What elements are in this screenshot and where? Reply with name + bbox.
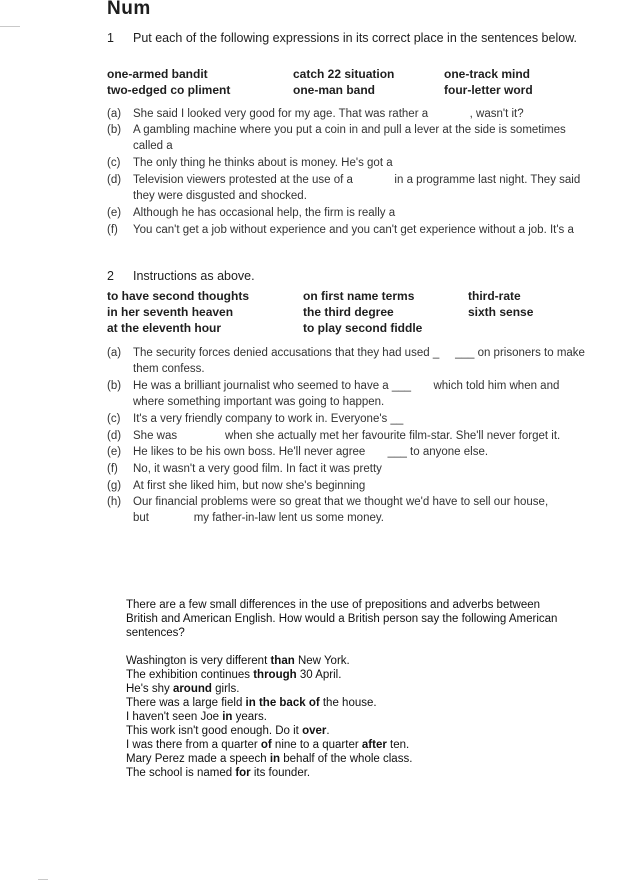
expression: four-letter word (444, 83, 533, 97)
item-text: Although he has occasional help, the firm is really a (133, 207, 396, 219)
item-text: She said I looked very good for my age. That was rather a , wasn't it? (133, 108, 524, 120)
sentence-key-word: over (302, 725, 327, 737)
exercise-1-item (107, 106, 597, 122)
item-text: No, it wasn't a very good film. In fact it was pretty (133, 463, 382, 475)
item-label: (f) (107, 463, 118, 475)
sentence-key-word: after (361, 739, 387, 751)
usage-sentence (126, 696, 412, 710)
exercise-2-instruction (107, 268, 607, 284)
expression: on first name terms (303, 289, 415, 303)
sentence-part: . (326, 725, 330, 737)
exercise-2-item (107, 345, 597, 377)
sentence-part: ten. (386, 739, 410, 751)
expression: one-track mind (444, 67, 531, 81)
expression: in her seventh heaven (107, 305, 234, 319)
usage-sentence (126, 654, 412, 668)
page-title: Num (107, 0, 151, 19)
expression: one-man band (293, 83, 376, 97)
sentence-part: girls. (211, 683, 240, 695)
item-label: (h) (107, 496, 122, 508)
expression: third-rate (468, 289, 521, 303)
sentence-key-word: in (269, 753, 281, 765)
exercise-1-item (107, 172, 597, 204)
usage-sentences (126, 654, 412, 780)
usage-sentence (126, 752, 412, 766)
item-text: Television viewers protested at the use of a in a programme last night. They said they were disgusted and shocked. (133, 174, 584, 202)
sentence-part: He's shy (126, 683, 173, 695)
sentence-part: New York. (294, 655, 350, 667)
item-text: At first she liked him, but now she's beginning (133, 480, 366, 492)
exercise-2-item (107, 378, 597, 410)
expression: at the eleventh hour (107, 321, 222, 335)
expression: to have second thoughts (107, 289, 250, 303)
exercise-2-item (107, 494, 597, 526)
item-label: (b) (107, 124, 122, 136)
item-label: (d) (107, 174, 122, 186)
exercise-1-number: 1 (107, 31, 114, 45)
exercise-2-item (107, 444, 597, 460)
item-label: (d) (107, 430, 122, 442)
sentence-key-word: of (260, 739, 272, 751)
sentence-part: its founder. (250, 767, 311, 779)
sentence-key-word: in (222, 711, 233, 723)
item-text: He likes to be his own boss. He'll never agree ___ to anyone else. (133, 446, 489, 458)
item-label: (b) (107, 380, 122, 392)
exercise-1-item (107, 155, 597, 171)
expression: to play second fiddle (303, 321, 423, 335)
exercise-2-item (107, 478, 597, 494)
sentence-part: years. (232, 711, 267, 723)
sentence-key-word: around (172, 683, 212, 695)
sentence-key-word: than (270, 655, 295, 667)
sentence-key-word: through (253, 669, 297, 681)
sentence-part: Washington is very different (126, 655, 271, 667)
item-label: (e) (107, 446, 122, 458)
exercise-1-item (107, 205, 597, 221)
exercise-2-number: 2 (107, 269, 114, 283)
expression: one-armed bandit (107, 67, 208, 81)
item-label: (g) (107, 480, 122, 492)
sentence-part: I haven't seen Joe (126, 711, 223, 723)
exercise-1-instruction (107, 30, 607, 46)
usage-sentence (126, 682, 412, 696)
exercise-1-item (107, 222, 597, 238)
item-text: She was when she actually met her favourite film-star. She'll never forget it. (133, 430, 561, 442)
item-label: (a) (107, 347, 122, 359)
item-text: It's a very friendly company to work in. Everyone's __ (133, 413, 404, 425)
sentence-part: Mary Perez made a speech (126, 753, 270, 765)
usage-sentence (126, 724, 412, 738)
expression: sixth sense (468, 305, 534, 319)
usage-intro: There are a few small differences in the use of prepositions and adverbs between British and American English. How would a British person say the following American sentences? (126, 599, 558, 639)
sentence-part: I was there from a quarter (126, 739, 261, 751)
item-text: The security forces denied accusations that they had used _ ___ on prisoners to make them confess. (133, 347, 589, 375)
sentence-part: The school is named (126, 767, 236, 779)
expression: catch 22 situation (293, 67, 395, 81)
usage-sentence (126, 738, 412, 752)
sentence-part: There was a large field (126, 697, 246, 709)
sentence-part: the house. (319, 697, 377, 709)
sentence-key-word: for (235, 767, 251, 779)
exercise-2-item (107, 428, 597, 444)
usage-sentence (126, 710, 412, 724)
sentence-part: 30 April. (296, 669, 342, 681)
scan-mark-bottom (38, 879, 48, 880)
exercise-1-instruction-text: Put each of the following expressions in its correct place in the sentences below. (133, 31, 578, 45)
scan-mark-top (0, 26, 20, 27)
sentence-part: nine to a quarter (271, 739, 362, 751)
exercise-2-instruction-text: Instructions as above. (133, 269, 255, 283)
usage-sentence (126, 766, 412, 780)
item-text: He was a brilliant journalist who seemed to have a ___ which told him when and where something important was going to happen. (133, 380, 563, 408)
item-label: (c) (107, 413, 121, 425)
item-text: The only thing he thinks about is money. He's got a (133, 157, 393, 169)
item-label: (f) (107, 224, 118, 236)
sentence-part: The exhibition continues (126, 669, 254, 681)
item-label: (a) (107, 108, 122, 120)
item-label: (c) (107, 157, 121, 169)
item-text: A gambling machine where you put a coin in and pull a lever at the side is sometimes called a (133, 124, 566, 152)
exercise-2-item (107, 411, 597, 427)
item-text: Our financial problems were so great that we thought we'd have to sell our house, but my father-in-law lent us some money. (133, 496, 552, 524)
exercise-1-item (107, 122, 597, 154)
item-label: (e) (107, 207, 122, 219)
usage-sentence (126, 668, 412, 682)
sentence-part: behalf of the whole class. (280, 753, 413, 765)
sentence-key-word: in the back of (245, 697, 320, 709)
item-text: You can't get a job without experience and you can't get experience without a job. It's a (133, 224, 574, 236)
sentence-part: This work isn't good enough. Do it (126, 725, 303, 737)
expression: two-edged co pliment (107, 83, 231, 97)
exercise-2-item (107, 461, 597, 477)
expression: the third degree (303, 305, 394, 319)
